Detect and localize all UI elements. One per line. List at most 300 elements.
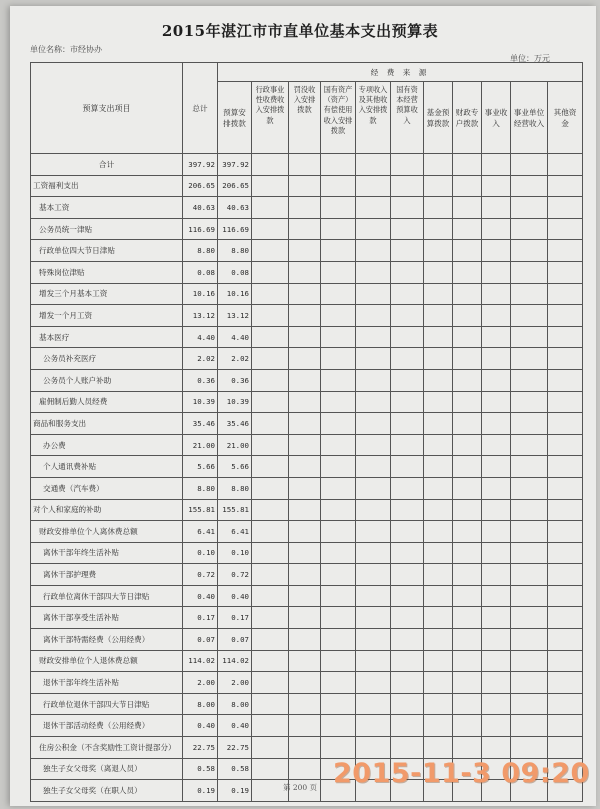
row-empty-cell [453,413,482,435]
row-empty-cell [391,715,424,737]
row-budget-allocation: 206.65 [218,175,252,197]
row-empty-cell [356,261,391,283]
row-empty-cell [548,477,583,499]
row-total: 10.16 [183,283,218,305]
row-empty-cell [289,413,321,435]
row-empty-cell [356,218,391,240]
row-label: 离休干部年终生活补贴 [31,542,183,564]
row-empty-cell [482,413,511,435]
row-empty-cell [252,369,289,391]
row-empty-cell [252,521,289,543]
row-empty-cell [321,693,356,715]
row-empty-cell [453,672,482,694]
row-empty-cell [321,175,356,197]
row-label: 退休干部年终生活补贴 [31,672,183,694]
row-empty-cell [453,261,482,283]
row-total: 0.72 [183,564,218,586]
row-empty-cell [391,672,424,694]
row-empty-cell [548,413,583,435]
row-empty-cell [391,175,424,197]
row-empty-cell [453,693,482,715]
row-empty-cell [482,154,511,176]
table-row [31,154,583,176]
row-empty-cell [424,348,453,370]
table-row [31,283,583,305]
row-empty-cell [289,585,321,607]
row-empty-cell [252,477,289,499]
row-empty-cell [289,758,321,780]
row-total: 0.19 [183,780,218,802]
header-total: 总计 [183,63,218,154]
row-empty-cell [424,413,453,435]
row-budget-allocation: 8.00 [218,693,252,715]
row-empty-cell [453,499,482,521]
row-empty-cell [511,715,548,737]
row-empty-cell [356,629,391,651]
row-total: 114.02 [183,650,218,672]
row-empty-cell [391,521,424,543]
row-empty-cell [289,693,321,715]
row-budget-allocation: 21.00 [218,434,252,456]
row-label: 离休干部护理费 [31,564,183,586]
row-empty-cell [511,434,548,456]
row-empty-cell [289,175,321,197]
row-empty-cell [321,477,356,499]
row-empty-cell [482,607,511,629]
row-label: 工资福利支出 [31,175,183,197]
row-empty-cell [511,391,548,413]
row-label: 合计 [31,154,183,176]
row-empty-cell [424,607,453,629]
table-row [31,672,583,694]
row-empty-cell [289,629,321,651]
row-total: 0.10 [183,542,218,564]
row-empty-cell [511,737,548,759]
row-empty-cell [424,585,453,607]
row-empty-cell [289,218,321,240]
row-budget-allocation: 4.40 [218,326,252,348]
row-empty-cell [289,326,321,348]
row-empty-cell [511,369,548,391]
row-empty-cell [453,391,482,413]
row-empty-cell [482,348,511,370]
row-empty-cell [391,348,424,370]
table-row [31,542,583,564]
table-row [31,499,583,521]
row-empty-cell [321,585,356,607]
row-empty-cell [321,737,356,759]
row-empty-cell [453,154,482,176]
row-label: 交通费（汽车费） [31,477,183,499]
header-source-state-assets: 国有资产（资产）有偿使用收入安排拨款 [321,82,356,154]
row-empty-cell [391,629,424,651]
row-empty-cell [424,197,453,219]
row-total: 5.66 [183,456,218,478]
row-empty-cell [356,564,391,586]
row-empty-cell [548,499,583,521]
row-empty-cell [321,542,356,564]
row-empty-cell [511,477,548,499]
currency-unit-label: 单位：万元 [510,54,550,63]
row-empty-cell [511,521,548,543]
row-empty-cell [321,369,356,391]
row-empty-cell [321,391,356,413]
row-budget-allocation: 0.36 [218,369,252,391]
row-empty-cell [391,283,424,305]
photo-timestamp: 2015-11-3 09:20 [333,758,590,789]
row-total: 0.08 [183,261,218,283]
row-empty-cell [252,305,289,327]
row-budget-allocation: 10.16 [218,283,252,305]
row-empty-cell [391,240,424,262]
row-empty-cell [453,564,482,586]
row-empty-cell [548,348,583,370]
row-empty-cell [511,175,548,197]
table-row [31,650,583,672]
row-empty-cell [511,218,548,240]
row-empty-cell [356,456,391,478]
row-budget-allocation: 40.63 [218,197,252,219]
row-empty-cell [252,607,289,629]
row-empty-cell [453,348,482,370]
row-total: 8.80 [183,477,218,499]
row-empty-cell [511,197,548,219]
row-total: 2.00 [183,672,218,694]
row-empty-cell [321,154,356,176]
row-empty-cell [424,715,453,737]
row-empty-cell [321,240,356,262]
row-empty-cell [548,521,583,543]
row-budget-allocation: 5.66 [218,456,252,478]
row-empty-cell [453,369,482,391]
table-row [31,218,583,240]
row-label: 增发三个月基本工资 [31,283,183,305]
row-empty-cell [482,305,511,327]
header-source-special-account: 财政专户拨款 [453,82,482,154]
row-empty-cell [356,240,391,262]
row-empty-cell [424,456,453,478]
row-empty-cell [356,369,391,391]
row-empty-cell [252,326,289,348]
row-total: 397.92 [183,154,218,176]
row-empty-cell [321,283,356,305]
row-label: 住房公积金（不含奖励性工资计提部分） [31,737,183,759]
row-empty-cell [424,154,453,176]
row-budget-allocation: 0.58 [218,758,252,780]
row-empty-cell [482,564,511,586]
row-empty-cell [252,542,289,564]
row-label: 行政单位离休干部四大节日津贴 [31,585,183,607]
row-empty-cell [252,283,289,305]
row-empty-cell [548,585,583,607]
row-empty-cell [548,650,583,672]
row-budget-allocation: 0.40 [218,715,252,737]
row-empty-cell [453,218,482,240]
table-row [31,607,583,629]
row-label: 离休干部享受生活补贴 [31,607,183,629]
table-row [31,369,583,391]
row-empty-cell [482,715,511,737]
row-budget-allocation: 397.92 [218,154,252,176]
row-empty-cell [453,305,482,327]
row-empty-cell [356,672,391,694]
row-empty-cell [453,737,482,759]
row-empty-cell [321,607,356,629]
row-empty-cell [356,413,391,435]
row-empty-cell [391,693,424,715]
row-empty-cell [453,650,482,672]
row-label: 独生子女父母奖（离退人员） [31,758,183,780]
row-empty-cell [391,369,424,391]
row-empty-cell [289,477,321,499]
row-empty-cell [391,154,424,176]
row-empty-cell [356,434,391,456]
row-total: 206.65 [183,175,218,197]
row-empty-cell [391,326,424,348]
row-empty-cell [391,197,424,219]
row-empty-cell [321,650,356,672]
row-empty-cell [252,175,289,197]
header-source-state-capital: 国有资本经营预算收入 [391,82,424,154]
row-total: 10.39 [183,391,218,413]
row-total: 6.41 [183,521,218,543]
row-empty-cell [289,456,321,478]
row-empty-cell [453,456,482,478]
row-empty-cell [424,283,453,305]
row-empty-cell [321,629,356,651]
row-empty-cell [482,434,511,456]
row-empty-cell [511,456,548,478]
row-empty-cell [453,542,482,564]
row-empty-cell [289,197,321,219]
row-empty-cell [289,348,321,370]
row-empty-cell [356,154,391,176]
row-empty-cell [482,499,511,521]
row-empty-cell [252,737,289,759]
header-source-business-operating: 事业单位经营收入 [511,82,548,154]
row-empty-cell [424,499,453,521]
row-empty-cell [289,434,321,456]
row-empty-cell [511,305,548,327]
row-label: 公务员个人账户补助 [31,369,183,391]
row-empty-cell [482,240,511,262]
row-budget-allocation: 114.02 [218,650,252,672]
row-empty-cell [321,715,356,737]
budget-table-body [31,154,583,802]
row-empty-cell [321,326,356,348]
row-label: 对个人和家庭的补助 [31,499,183,521]
row-empty-cell [424,305,453,327]
row-empty-cell [289,499,321,521]
row-empty-cell [482,542,511,564]
row-label: 离休干部特需经费（公用经费） [31,629,183,651]
row-total: 116.69 [183,218,218,240]
row-empty-cell [482,197,511,219]
row-empty-cell [252,564,289,586]
row-label: 公务员统一津贴 [31,218,183,240]
row-empty-cell [391,607,424,629]
table-row [31,391,583,413]
row-empty-cell [252,456,289,478]
row-empty-cell [482,585,511,607]
row-budget-allocation: 2.02 [218,348,252,370]
row-empty-cell [289,737,321,759]
row-empty-cell [252,154,289,176]
row-empty-cell [424,737,453,759]
row-empty-cell [548,607,583,629]
row-empty-cell [356,650,391,672]
row-empty-cell [252,261,289,283]
row-empty-cell [356,585,391,607]
row-empty-cell [356,607,391,629]
row-empty-cell [356,283,391,305]
row-budget-allocation: 35.46 [218,413,252,435]
row-empty-cell [356,542,391,564]
row-empty-cell [391,456,424,478]
row-label: 退休干部活动经费（公用经费） [31,715,183,737]
row-empty-cell [391,564,424,586]
row-empty-cell [548,672,583,694]
row-empty-cell [252,391,289,413]
row-empty-cell [356,499,391,521]
row-empty-cell [511,564,548,586]
row-label: 增发一个月工资 [31,305,183,327]
row-empty-cell [482,737,511,759]
row-empty-cell [289,240,321,262]
row-empty-cell [511,413,548,435]
header-source-fines: 罚没收入安排拨款 [289,82,321,154]
row-empty-cell [391,218,424,240]
row-empty-cell [391,737,424,759]
header-funding-sources: 经 费 来 源 [218,63,583,82]
page-number: 第 200 页 [282,783,318,792]
row-empty-cell [548,434,583,456]
row-empty-cell [289,261,321,283]
row-empty-cell [356,348,391,370]
row-empty-cell [482,283,511,305]
row-budget-allocation: 2.00 [218,672,252,694]
row-empty-cell [356,326,391,348]
row-empty-cell [321,672,356,694]
row-empty-cell [356,737,391,759]
row-empty-cell [321,434,356,456]
row-empty-cell [321,521,356,543]
row-total: 0.40 [183,585,218,607]
row-empty-cell [511,585,548,607]
row-empty-cell [453,197,482,219]
row-empty-cell [289,305,321,327]
row-label: 财政安排单位个人离休费总额 [31,521,183,543]
budget-table [30,62,583,802]
row-empty-cell [391,499,424,521]
row-empty-cell [289,369,321,391]
header-source-special: 专项收入及其他收入安排拨款 [356,82,391,154]
row-empty-cell [356,175,391,197]
row-empty-cell [453,629,482,651]
row-empty-cell [548,737,583,759]
row-empty-cell [289,607,321,629]
row-empty-cell [356,693,391,715]
row-budget-allocation: 0.72 [218,564,252,586]
header-item: 预算支出项目 [31,63,183,154]
row-empty-cell [453,607,482,629]
row-empty-cell [252,197,289,219]
row-empty-cell [252,348,289,370]
row-label: 行政单位四大节日津贴 [31,240,183,262]
table-row [31,521,583,543]
row-empty-cell [482,326,511,348]
table-row [31,197,583,219]
row-total: 0.58 [183,758,218,780]
row-total: 8.00 [183,693,218,715]
row-empty-cell [453,434,482,456]
row-empty-cell [289,650,321,672]
row-empty-cell [424,629,453,651]
row-empty-cell [482,521,511,543]
table-row [31,477,583,499]
row-empty-cell [548,715,583,737]
row-empty-cell [482,456,511,478]
row-empty-cell [252,434,289,456]
row-empty-cell [356,477,391,499]
row-empty-cell [424,261,453,283]
row-budget-allocation: 0.40 [218,585,252,607]
table-row [31,564,583,586]
row-empty-cell [482,391,511,413]
row-empty-cell [548,240,583,262]
row-empty-cell [424,240,453,262]
row-empty-cell [321,261,356,283]
row-empty-cell [391,261,424,283]
row-empty-cell [453,240,482,262]
table-row [31,326,583,348]
row-empty-cell [391,542,424,564]
header-source-business-income: 事业收入 [482,82,511,154]
row-label: 财政安排单位个人退休费总额 [31,650,183,672]
row-label: 办公费 [31,434,183,456]
row-empty-cell [252,218,289,240]
row-total: 22.75 [183,737,218,759]
row-empty-cell [482,693,511,715]
row-empty-cell [321,218,356,240]
row-empty-cell [424,542,453,564]
row-empty-cell [453,585,482,607]
row-total: 0.17 [183,607,218,629]
header-source-budget: 预算安排拨款 [218,82,252,154]
row-empty-cell [482,261,511,283]
row-empty-cell [289,542,321,564]
row-empty-cell [511,672,548,694]
table-row [31,456,583,478]
row-empty-cell [511,283,548,305]
row-label: 基本医疗 [31,326,183,348]
row-budget-allocation: 0.08 [218,261,252,283]
row-empty-cell [511,154,548,176]
row-empty-cell [289,672,321,694]
row-label: 特殊岗位津贴 [31,261,183,283]
row-empty-cell [356,715,391,737]
row-empty-cell [252,585,289,607]
row-total: 40.63 [183,197,218,219]
row-empty-cell [252,715,289,737]
row-empty-cell [548,326,583,348]
table-row [31,348,583,370]
row-empty-cell [321,413,356,435]
row-label: 个人通讯费补贴 [31,456,183,478]
row-empty-cell [548,154,583,176]
row-empty-cell [289,715,321,737]
row-label: 雇佣制后勤人员经费 [31,391,183,413]
